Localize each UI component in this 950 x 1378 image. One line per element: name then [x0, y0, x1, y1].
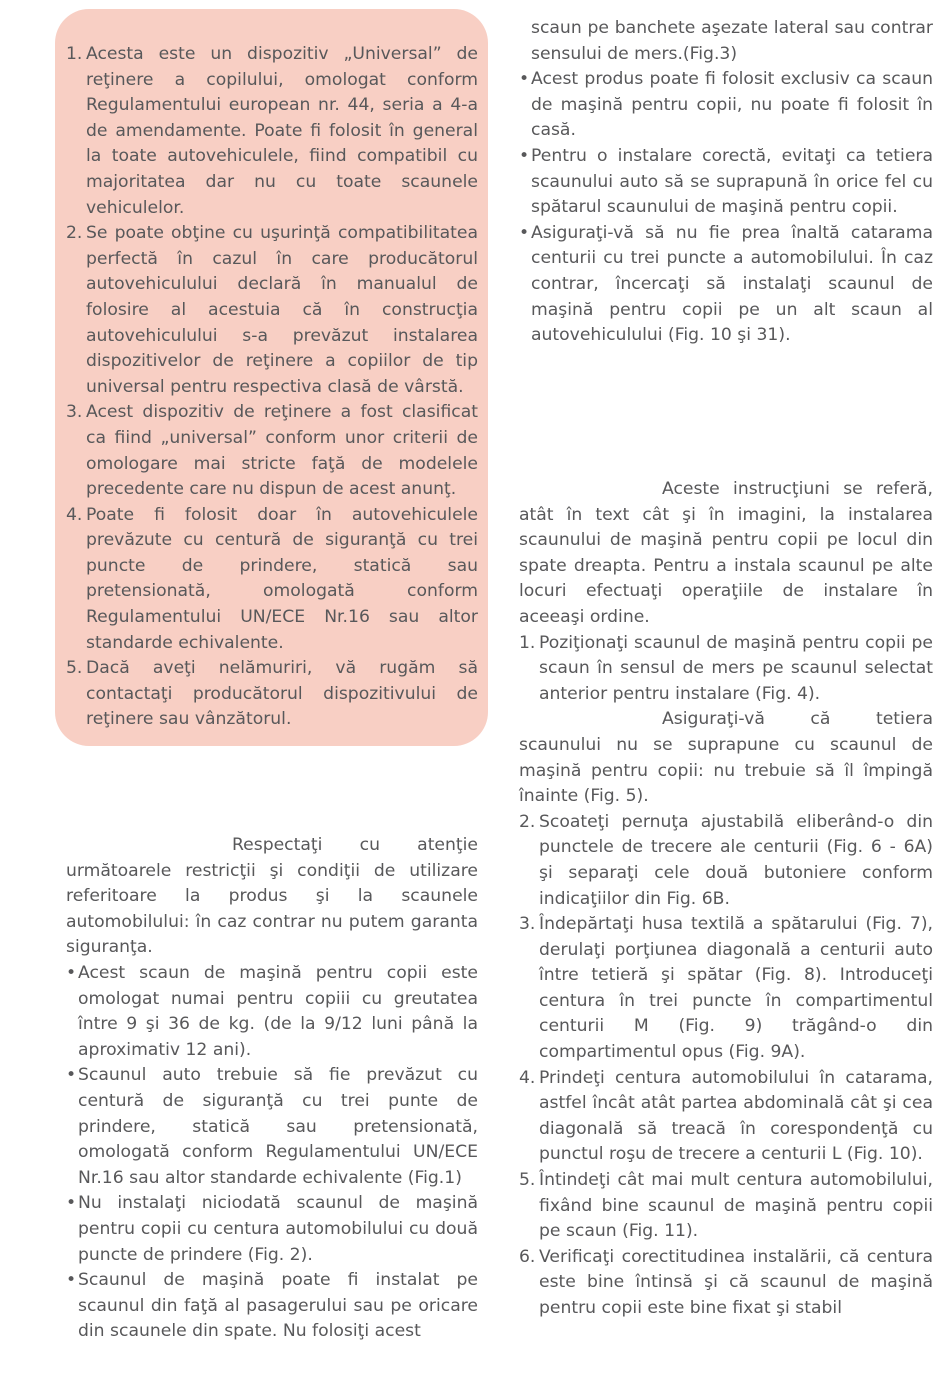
- note-item-text: Se poate obţine cu uşurinţă compatibilitatea perfectă în cazul în care producătorul autovehiculului declară în manualul de folosire al acestuia că în construcţia autovehiculului s-a prevăzut instalarea dispozitivelor de reţinere a copiilor de tip universal pentru respectiva clasă de vârstă.: [86, 223, 478, 397]
- restrictions-continued-section: [519, 16, 933, 349]
- restrictions-section: [66, 833, 478, 1345]
- installation-section: [519, 477, 933, 1322]
- restriction-item: • Nu instalaţi niciodată scaunul de maşină pentru copii cu centura automobilului cu două puncte de prindere (Fig. 2).: [66, 1193, 478, 1265]
- note-item-text: Acesta este un dispozitiv „Universal” de reţinere a copilului, omologat conform Regulamentului european nr. 44, seria a 4-a de amendamente. Poate fi folosit în general la toate autovehiculele, fiind compatibil cu majoritatea dar nu cu toate scaunele vehiculelor.: [86, 44, 478, 218]
- restrictions-list-continued: [519, 67, 933, 349]
- installation-steps-b: [519, 810, 933, 1322]
- restrictions-intro: Respectaţi cu atenţie următoarele restricţii şi condiţii de utilizare referitoare la produs şi la scaunele automobilului: în caz contrar nu putem garanta siguranţa.: [66, 835, 478, 958]
- installation-step: 5. Întindeţi cât mai mult centura automobilului, fixând bine scaunul de maşină pentru copii pe scaun (Fig. 11).: [519, 1170, 933, 1242]
- installation-step: 4. Prindeţi centura automobilului în catarama, astfel încât atât partea abdominală cât şi cea diagonală să treacă în corespondenţă cu punctul roşu de trecere a centurii L (Fig. 10).: [519, 1067, 933, 1165]
- restriction-continued-text: scaun pe banchete aşezate lateral sau contrar sensului de mers.(Fig.3): [531, 18, 933, 64]
- restriction-item: • Acest scaun de maşină pentru copii este omologat numai pentru copiii cu greutatea între 9 şi 36 de kg. (de la 9/12 luni până la aproximativ 12 ani).: [66, 962, 478, 1060]
- installation-note: Asiguraţi-vă că tetiera scaunului nu se suprapune cu scaunul de maşină pentru copii: nu trebuie să îl împingă înainte (Fig. 5).: [519, 709, 933, 807]
- compatibility-note-list: [66, 42, 478, 733]
- installation-step: 6. Verificaţi corectitudinea instalării, că centura este bine întinsă şi că scaunul de maşină pentru copii este bine fixat şi stabil: [519, 1246, 933, 1318]
- installation-step: 3. Îndepărtaţi husa textilă a spătarului (Fig. 7), derulaţi porţiunea diagonală a centurii auto între tetieră şi spătar (Fig. 8). Introduceţi centura în trei puncte în compartimentul centurii M (Fig. 9) trăgând-o din compartimentul opus (Fig. 9A).: [519, 914, 933, 1063]
- restriction-item: • Scaunul de maşină poate fi instalat pe scaunul din faţă al pasagerului sau pe oricare din scaunele din spate. Nu folosiţi acest: [66, 1270, 478, 1342]
- restriction-item: • Asiguraţi-vă să nu fie prea înaltă catarama centurii cu trei puncte a automobilului. În caz contrar, încercaţi să instalaţi scaunul de maşină pentru copii pe un alt scaun al autovehiculului (Fig. 10 şi 31).: [519, 222, 933, 346]
- note-item: 1. Acesta este un dispozitiv „Universal” de reţinere a copilului, omologat conform Regulamentului european nr. 44, seria a 4-a de amendamente. Poate fi folosit în general la toate autovehiculele, fiind compatibil cu majoritatea dar nu cu toate scaunele vehiculelor.: [66, 44, 478, 218]
- installation-step: 1. Poziţionaţi scaunul de maşină pentru copii pe scaun în sensul de mers pe scaunul selectat anterior pentru instalare (Fig. 4).: [519, 632, 933, 704]
- note-item: 4. Poate fi folosit doar în autovehiculele prevăzute cu centură de siguranţă cu trei puncte de prindere, statică sau pretensionată, omologată conform Regulamentului UN/ECE Nr.16 sau altor standarde echivalente.: [66, 504, 478, 653]
- restriction-item: • Scaunul auto trebuie să fie prevăzut cu centură de siguranţă cu trei punte de prindere, statică sau pretensionată, omologată conform Regulamentului UN/ECE Nr.16 sau altor standarde echivalente (Fig.1): [66, 1065, 478, 1188]
- installation-intro: Aceste instrucţiuni se referă, atât în text cât şi în imagini, la instalarea scaunului de maşină pentru copii pe locul din spate dreapta. Pentru a instala scaunul pe alte locuri efectuaţi operaţiile de instalare în aceeaşi ordine.: [519, 479, 933, 627]
- installation-step: 2. Scoateţi pernuţa ajustabilă eliberând-o din punctele de trecere ale centurii (Fig. 6 - 6A) şi separaţi cele două butoniere conform indicaţiilor din Fig. 6B.: [519, 811, 933, 909]
- restrictions-list: [66, 961, 478, 1345]
- note-item: 2. Se poate obţine cu uşurinţă compatibilitatea perfectă în cazul în care producătorul autovehiculului declară în manualul de folosire al acestuia că în construcţia autovehiculului s-a prevăzut instalarea dispozitivelor de reţinere a copiilor de tip universal pentru respectiva clasă de vârstă.: [66, 223, 478, 397]
- note-item-text: Dacă aveţi nelămuriri, vă rugăm să contactaţi producătorul dispozitivului de reţinere sau vânzătorul.: [86, 658, 478, 730]
- installation-steps-a: [519, 631, 933, 708]
- note-item: 3. Acest dispozitiv de reţinere a fost clasificat ca fiind „universal” conform unor criterii de omologare mai stricte faţă de modelele precedente care nu dispun de acest anunţ.: [66, 402, 478, 500]
- restriction-item: • Pentru o instalare corectă, evitaţi ca tetiera scaunului auto să se suprapună în orice fel cu spătarul scaunului de maşină pentru copii.: [519, 145, 933, 218]
- restriction-item: • Acest produs poate fi folosit exclusiv ca scaun de maşină pentru copii, nu poate fi folosit în casă.: [519, 69, 933, 141]
- note-item-text: Poate fi folosit doar în autovehiculele prevăzute cu centură de siguranţă cu trei puncte de prindere, statică sau pretensionată, omologată conform Regulamentului UN/ECE Nr.16 sau altor standarde echivalente.: [86, 504, 478, 653]
- note-item: 5. Dacă aveţi nelămuriri, vă rugăm să contactaţi producătorul dispozitivului de reţinere sau vânzătorul.: [66, 658, 478, 730]
- note-item-text: Acest dispozitiv de reţinere a fost clasificat ca fiind „universal” conform unor criterii de omologare mai stricte faţă de modelele precedente care nu dispun de acest anunţ.: [86, 402, 478, 500]
